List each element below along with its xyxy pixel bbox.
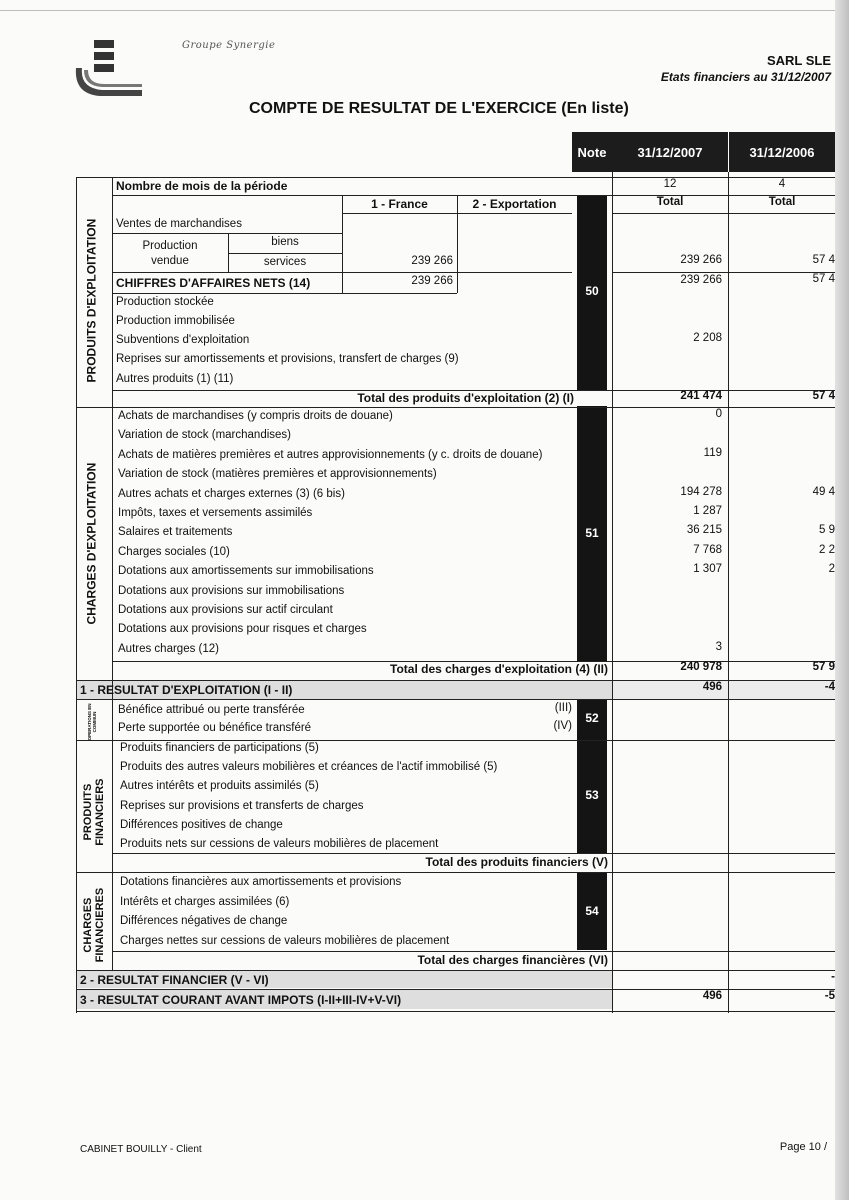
resultat-exploitation-y2: -4: [824, 681, 835, 693]
ventes-marchandises-label: Ventes de marchandises: [116, 218, 242, 230]
row-rule: [76, 740, 835, 741]
charge-row-y2: 5 9: [819, 524, 835, 537]
row-rule: [228, 253, 342, 254]
scan-edge: [835, 0, 849, 1200]
total-produits-financiers-label: Total des produits financiers (V): [425, 855, 608, 869]
footer-cabinet: CABINET BOUILLY - Client: [80, 1144, 202, 1155]
total-charges-y1: 240 978: [680, 661, 722, 673]
charge-row-label: Dotations aux provisions pour risques et charges: [118, 623, 367, 636]
total-charges-label: Total des charges d'exploitation (4) (II): [390, 662, 608, 676]
months-y2: 4: [778, 178, 786, 190]
resultat-financier-label: 2 - RESULTAT FINANCIER (V - VI): [80, 973, 269, 987]
year1-header: 31/12/2007: [612, 132, 728, 172]
section-label-produits-financiers: PRODUITS FINANCIERS: [81, 778, 106, 846]
total-produits-y1: 241 474: [680, 390, 722, 402]
total-produits-y2: 57 4: [812, 390, 835, 402]
row-rule: [112, 853, 835, 854]
production-stockee-label: Production stockée: [116, 296, 214, 308]
resultat-courant-y2: -5: [824, 990, 835, 1002]
row-rule: [112, 233, 342, 234]
subventions-label: Subventions d'exploitation: [116, 334, 250, 346]
autres-produits-label: Autres produits (1) (11): [116, 373, 234, 385]
row-rule: [76, 699, 835, 700]
perte-supportee-label: Perte supportée ou bénéfice transféré: [118, 722, 312, 734]
page-top-rule: [0, 10, 849, 11]
produit-financier-row: Différences positives de change: [120, 818, 283, 831]
reprises-label: Reprises sur amortissements et provisions, transfert de charges (9): [116, 353, 459, 365]
charge-row-y1: 1 307: [693, 563, 722, 576]
row-rule: [112, 293, 457, 294]
total1-header: Total: [656, 196, 684, 208]
charge-row-label: Impôts, taxes et versements assimilés: [118, 507, 313, 519]
charge-row-y1: 1 287: [693, 505, 722, 517]
year1-right-border: [728, 172, 729, 1013]
perte-num: (IV): [553, 720, 572, 732]
resultat-courant-label: 3 - RESULTAT COURANT AVANT IMPOTS (I-II+III-IV+V-VI): [80, 993, 402, 1007]
months-label: Nombre de mois de la période: [116, 179, 288, 193]
report-subtitle: Etats financiers au 31/12/2007: [660, 70, 831, 84]
charge-row-y2: 2 2: [819, 543, 835, 556]
section-label-operations-commun: OPERATIONS EN COMMUN: [87, 703, 97, 741]
charge-row-y1: 3: [715, 640, 722, 653]
resultat-courant-y1: 496: [702, 990, 722, 1002]
charge-row-label: Dotations aux amortissements sur immobilisations: [118, 565, 374, 578]
brand-signature: Groupe Synergie: [182, 40, 276, 51]
charge-row-label: Salaires et traitements: [118, 526, 233, 539]
section-label-produits-exploitation: PRODUITS D'EXPLOITATION: [84, 218, 99, 383]
charge-financiere-row: Charges nettes sur cessions de valeurs mobilières de placement: [120, 934, 450, 947]
row-rule: [112, 951, 835, 952]
charge-row-y1: 119: [703, 446, 722, 459]
charge-row-label: Autres achats et charges externes (3) (6 bis): [118, 487, 345, 500]
note-header: Note: [572, 132, 612, 172]
production-vendue-label: Production vendue: [142, 240, 198, 267]
biens-label: biens: [271, 236, 299, 248]
benefice-num: (III): [554, 702, 572, 714]
export-header: 2 - Exportation: [472, 197, 557, 211]
charge-row-y2: 2: [828, 563, 835, 576]
total2-header: Total: [768, 196, 796, 208]
section-label-charges-financieres: CHARGES FINANCIERES: [81, 887, 106, 963]
ca-y1-value: 239 266: [680, 274, 722, 286]
charge-row-y1: 7 768: [693, 543, 722, 556]
ca-label: CHIFFRES D'AFFAIRES NETS (14): [116, 276, 311, 290]
note-52: 52: [585, 711, 599, 725]
section-label-divider: [112, 177, 113, 971]
services-y1-value: 239 266: [680, 254, 722, 266]
note-53: 53: [585, 788, 599, 802]
charge-financiere-row: Différences négatives de change: [120, 915, 288, 927]
services-france-value: 239 266: [411, 255, 453, 267]
row-rule: [76, 872, 835, 873]
resultat-financier-y2: -: [831, 971, 835, 983]
note-51: 51: [585, 526, 599, 540]
resultat-exploitation-label: 1 - RESULTAT D'EXPLOITATION (I - II): [80, 683, 293, 697]
charge-financiere-row: Intérêts et charges assimilées (6): [120, 895, 290, 908]
company-name: SARL SLE: [766, 53, 831, 68]
produit-financier-row: Reprises sur provisions et transferts de charges: [120, 799, 364, 812]
charge-row-label: Autres charges (12): [118, 642, 219, 655]
charge-row-label: Variation de stock (matières premières et approvisionnements): [118, 468, 437, 481]
year2-header: 31/12/2006: [729, 132, 835, 172]
charge-row-label: Dotations aux provisions sur immobilisations: [118, 584, 345, 597]
table-border-left: [76, 177, 77, 1013]
charge-row-label: Charges sociales (10): [118, 545, 230, 558]
services-y2-value: 57 4: [812, 254, 835, 266]
row-rule: [612, 213, 835, 214]
months-y1: 12: [663, 178, 677, 190]
produit-financier-row: Produits financiers de participations (5): [120, 742, 319, 754]
charge-financiere-row: Dotations financières aux amortissements et provisions: [120, 876, 402, 888]
note-50: 50: [585, 284, 599, 298]
charge-row-y1: 36 215: [686, 524, 722, 537]
resultat-exploitation-y1: 496: [702, 681, 722, 693]
section-label-charges-exploitation: CHARGES D'EXPLOITATION: [84, 462, 99, 625]
total-charges-y2: 57 9: [812, 661, 835, 673]
total-produits-label: Total des produits d'exploitation (2) (I): [357, 391, 574, 405]
note-54: 54: [585, 904, 599, 918]
subventions-y1-value: 2 208: [693, 332, 722, 344]
charge-row-label: Achats de marchandises (y compris droits de douane): [118, 410, 393, 422]
produit-financier-row: Autres intérêts et produits assimilés (5): [120, 780, 319, 793]
produit-financier-row: Produits des autres valeurs mobilières et créances de l'actif immobilisé (5): [120, 761, 498, 774]
footer-page-number: Page 10 /: [779, 1141, 827, 1153]
charge-row-label: Variation de stock (marchandises): [118, 429, 291, 442]
produit-financier-row: Produits nets sur cessions de valeurs mobilières de placement: [120, 838, 439, 850]
year1-left-border: [612, 172, 613, 1013]
production-immobilisee-label: Production immobilisée: [116, 315, 235, 327]
france-header: 1 - France: [371, 197, 428, 211]
benefice-attribue-label: Bénéfice attribué ou perte transférée: [118, 704, 305, 716]
table-border-bottom: [76, 1011, 835, 1012]
synergie-logo-icon: [72, 38, 144, 98]
charge-row-label: Dotations aux provisions sur actif circulant: [118, 604, 333, 616]
charge-row-y1: 194 278: [680, 485, 722, 498]
services-label: services: [263, 256, 307, 268]
charge-row-y2: 49 4: [812, 485, 835, 498]
total-charges-financieres-label: Total des charges financières (VI): [417, 953, 608, 967]
charge-row-label: Achats de matières premières et autres approvisionnements (y c. droits de douane): [118, 448, 543, 461]
charge-row-y1: 0: [715, 408, 722, 420]
ca-y2-value: 57 4: [812, 273, 835, 285]
page-title: COMPTE DE RESULTAT DE L'EXERCICE (En liste): [249, 100, 629, 117]
row-rule: [76, 970, 835, 971]
ca-france-value: 239 266: [411, 275, 453, 287]
